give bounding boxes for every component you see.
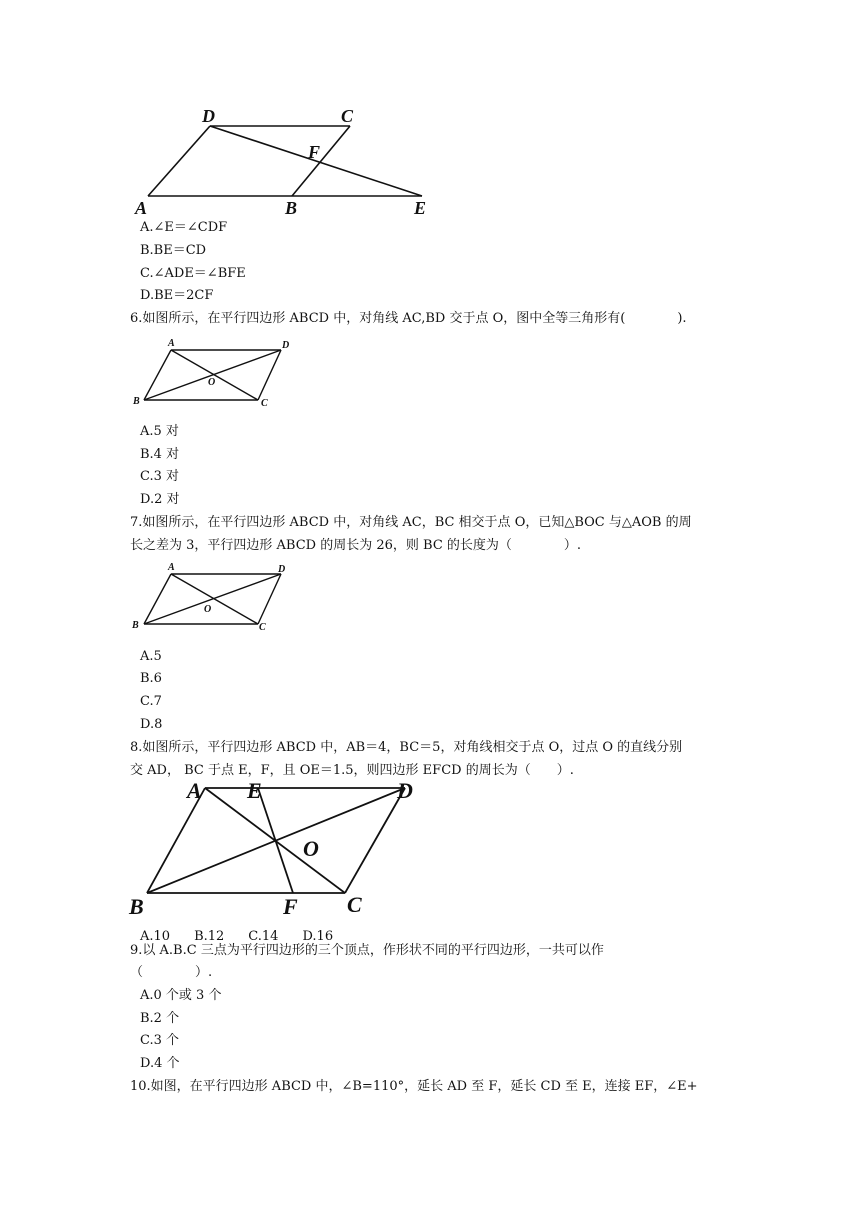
q6-label-a: A <box>168 338 175 349</box>
q8-label-e: E <box>247 778 262 803</box>
q8-label-o: O <box>303 836 319 861</box>
q6-option-a: A.5 对 <box>140 424 179 439</box>
q5-label-e: E <box>414 198 427 218</box>
q7-stem-line-2: 长之差为 3，平行四边形 ABCD 的周长为 26，则 BC 的长度为（ ）. <box>130 538 582 553</box>
q9-option-b: B.2 个 <box>140 1011 180 1026</box>
q5-label-f: F <box>308 142 321 162</box>
q8-option-a: A.10 <box>140 929 171 944</box>
q7-label-a: A <box>168 562 175 573</box>
q6-option-c: C.3 对 <box>140 469 180 484</box>
q8-option-b: B.12 <box>194 929 225 944</box>
q7-option-c: C.7 <box>140 694 162 709</box>
q9-option-d: D.4 个 <box>140 1056 180 1071</box>
q7-figure <box>128 558 288 636</box>
q6-label-c: C <box>261 398 268 409</box>
q8-label-a: A <box>187 778 202 803</box>
q7-label-d: D <box>278 564 286 575</box>
q5-option-b: B.BE＝CD <box>140 243 207 258</box>
q5-label-c: C <box>341 106 354 126</box>
q6-label-o: O <box>208 377 216 388</box>
q7-option-a: A.5 <box>140 649 162 664</box>
q8-label-b: B <box>129 894 144 919</box>
q8-figure <box>125 778 413 920</box>
q7-label-b: B <box>132 620 139 631</box>
q6-label-b: B <box>133 396 140 407</box>
q6-option-b: B.4 对 <box>140 447 180 462</box>
q8-option-c: C.14 <box>248 929 279 944</box>
q5-option-c: C.∠ADE＝∠BFE <box>140 266 246 281</box>
q5-figure <box>130 100 450 218</box>
q8-stem-line-1: 8.如图所示，平行四边形 ABCD 中，AB＝4，BC＝5，对角线相交于点 O，过点 O 的直线分别 <box>130 740 683 755</box>
q6-label-d: D <box>282 340 290 351</box>
q9-option-c: C.3 个 <box>140 1033 180 1048</box>
q9-stem-line-2: （ ）. <box>130 965 213 980</box>
q8-stem-line-2: 交 AD， BC 于点 E，F，且 OE＝1.5，则四边形 EFCD 的周长为（ ）. <box>130 763 574 778</box>
q5-label-a: A <box>135 198 148 218</box>
q9-stem-line-1: 9.以 A.B.C 三点为平行四边形的三个顶点，作形状不同的平行四边形，一共可以作 <box>130 943 604 958</box>
q7-label-o: O <box>204 604 212 615</box>
q7-label-c: C <box>259 622 266 633</box>
q7-stem-line-1: 7.如图所示，在平行四边形 ABCD 中，对角线 AC，BC 相交于点 O，已知△BOC 与△AOB 的周 <box>130 515 692 530</box>
q5-option-d: D.BE＝2CF <box>140 288 214 303</box>
q8-label-c: C <box>347 892 362 917</box>
q7-option-d: D.8 <box>140 717 163 732</box>
q6-figure <box>128 334 288 412</box>
q6-option-d: D.2 对 <box>140 492 180 507</box>
q5-label-d: D <box>202 106 215 126</box>
q8-label-d: D <box>397 778 413 803</box>
q5-option-a: A.∠E＝∠CDF <box>140 220 228 235</box>
q10-stem-line-1: 10.如图，在平行四边形 ABCD 中，∠B=110°，延长 AD 至 F，延长 CD 至 E，连接 EF，∠E+ <box>130 1079 698 1094</box>
q7-option-b: B.6 <box>140 671 162 686</box>
q5-label-b: B <box>285 198 298 218</box>
q8-option-d: D.16 <box>302 929 334 944</box>
q9-option-a: A.0 个或 3 个 <box>140 988 222 1003</box>
q6-stem: 6.如图所示，在平行四边形 ABCD 中，对角线 AC,BD 交于点 O，图中全等三角形有( ). <box>130 311 687 326</box>
q8-label-f: F <box>283 894 298 919</box>
